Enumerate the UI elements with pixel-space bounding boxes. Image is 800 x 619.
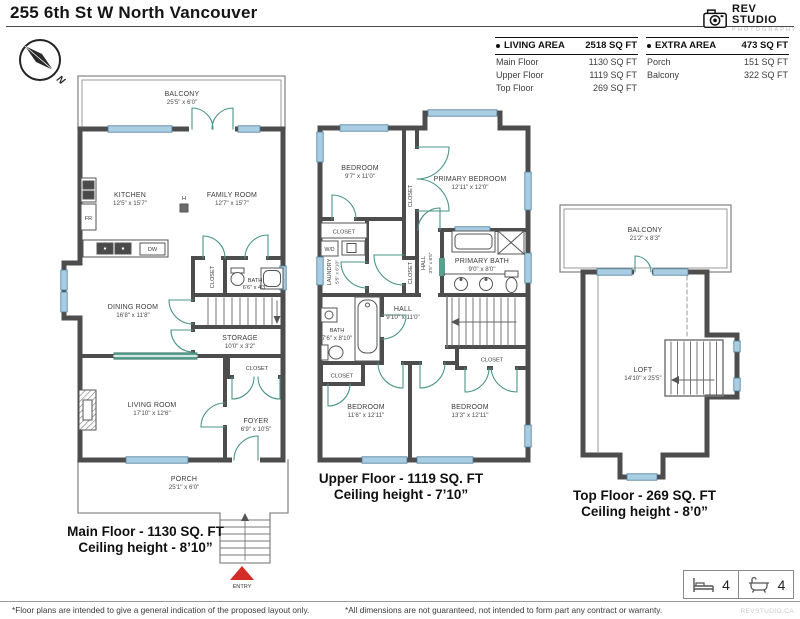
page-title: 255 6th St W North Vancouver: [10, 3, 258, 22]
extra-area-table: [646, 37, 789, 94]
main-foyer-label: FOYER: [243, 418, 269, 425]
compass-icon: [20, 40, 67, 87]
living-area-table: [495, 37, 638, 94]
upper-closet2-label: CLOSET: [408, 261, 414, 285]
upper-bedroom2-label: BEDROOM: [347, 404, 385, 411]
header-divider: [6, 26, 794, 27]
logo-subtitle: PHOTOGRAPHY: [732, 27, 798, 33]
svg-text:25'1" x 6'0": 25'1" x 6'0": [168, 484, 200, 491]
entry-arrow: [230, 566, 254, 580]
svg-text:16'8" x 11'8": 16'8" x 11'8": [116, 312, 150, 319]
upper-bedroom3-label: BEDROOM: [451, 404, 489, 411]
main-dining-label: DINING ROOM: [107, 304, 159, 311]
bathroom-count: 4: [739, 570, 794, 599]
svg-text:17'10" x 12'6": 17'10" x 12'6": [133, 410, 171, 417]
upper-closet-bl-label: CLOSET: [330, 373, 354, 380]
main-closet-label: CLOSET: [210, 265, 216, 289]
pocket-door: [439, 258, 445, 276]
bath-icon: [747, 576, 771, 593]
logo-name: REV STUDIO: [732, 3, 778, 26]
top-loft-label: LOFT: [633, 367, 653, 374]
upper-primary-bath-label: PRIMARY BATH: [454, 258, 510, 265]
compass-n-label: N: [54, 73, 67, 87]
svg-text:21'2" x 8'3": 21'2" x 8'3": [629, 235, 661, 242]
svg-text:10'0" x 3'2": 10'0" x 3'2": [224, 343, 256, 350]
upper-primary-bedroom-label: PRIMARY BEDROOM: [433, 176, 507, 183]
main-balcony-label: BALCONY: [164, 91, 200, 98]
upper-bedroom1-label: BEDROOM: [341, 165, 379, 172]
post: [180, 204, 188, 212]
upper-floor-caption: Upper Floor - 1119 SQ. FT Ceiling height - 7’10”: [318, 471, 484, 502]
post-label: H: [181, 196, 187, 202]
fireplace: [79, 390, 96, 430]
camera-icon: [703, 6, 728, 31]
footer-site: REVSTUDIO.CA: [740, 608, 794, 615]
upper-closet-br-label: CLOSET: [480, 357, 504, 364]
top-balcony-label: BALCONY: [627, 227, 663, 234]
extra-area-total: 473 SQ FT: [741, 40, 788, 51]
table-row: Balcony 322 SQ FT: [647, 69, 788, 80]
main-porch-label: PORCH: [170, 476, 198, 483]
svg-text:12'11" x 12'0": 12'11" x 12'0": [451, 184, 489, 191]
footer-note-right: *All dimensions are not guaranteed, not intended to form part any contract or warranty.: [345, 605, 663, 615]
svg-text:13'3" x 12'11": 13'3" x 12'11": [451, 412, 489, 419]
svg-text:9'7" x 11'0": 9'7" x 11'0": [344, 173, 376, 180]
bullet-icon: [496, 44, 500, 48]
table-row: Main Floor 1130 SQ FT: [496, 56, 637, 67]
extra-area-title: EXTRA AREA: [655, 40, 717, 51]
upper-closet-utility-label: CLOSET: [332, 229, 356, 236]
svg-text:6'6" x 4'3": 6'6" x 4'3": [242, 285, 268, 291]
floor-plan-main: [61, 76, 288, 590]
upper-hall-small-label: HALL: [421, 256, 427, 270]
footer-divider: [0, 601, 800, 602]
bed-bath-summary: [683, 570, 794, 599]
main-storage-label: STORAGE: [222, 335, 258, 342]
dishwasher-label: DW: [147, 247, 158, 253]
fridge-label: FR: [84, 216, 93, 222]
table-row: Upper Floor 1119 SQ FT: [496, 69, 637, 80]
upper-laundry-label: LAUNDRY: [327, 258, 333, 286]
svg-text:25'5" x 6'0": 25'5" x 6'0": [166, 99, 198, 106]
svg-text:12'7" x 15'7": 12'7" x 15'7": [215, 200, 249, 207]
bedroom-count: 4: [683, 570, 739, 599]
main-foyer-closet-label: CLOSET: [245, 366, 269, 372]
main-bath-label: BATH: [247, 278, 263, 284]
main-kitchen-label: KITCHEN: [113, 192, 147, 199]
svg-text:9'10" x 11'0": 9'10" x 11'0": [386, 314, 420, 321]
area-summary: [495, 37, 789, 94]
svg-text:5'5" x 6'10": 5'5" x 6'10": [335, 260, 341, 284]
floor-plan-upper: [317, 110, 531, 463]
wd-label: W/D: [324, 247, 335, 253]
svg-text:14'10" x 25'5": 14'10" x 25'5": [624, 375, 662, 382]
svg-text:9'0" x 8'0": 9'0" x 8'0": [468, 266, 496, 273]
upper-closet-strip-label: CLOSET: [408, 184, 414, 208]
entry-label: ENTRY: [232, 584, 252, 590]
upper-hall-label: HALL: [393, 306, 413, 313]
floor-plan-top: [560, 205, 740, 480]
footer-note-left: *Floor plans are intended to give a general indication of the proposed layout only.: [12, 605, 310, 615]
table-row: Top Floor 269 SQ FT: [496, 82, 637, 93]
svg-text:11'6" x 12'11": 11'6" x 12'11": [347, 412, 385, 419]
svg-text:6'9" x 10'5": 6'9" x 10'5": [240, 426, 272, 433]
living-area-total: 2518 SQ FT: [585, 40, 637, 51]
upper-bath-label: BATH: [329, 328, 345, 334]
rev-studio-logo: [703, 4, 800, 33]
living-area-title: LIVING AREA: [504, 40, 565, 51]
bullet-icon: [647, 44, 651, 48]
main-floor-caption: Main Floor - 1130 SQ. FT Ceiling height - 8’10”: [67, 524, 224, 555]
svg-text:12'5" x 15'7": 12'5" x 15'7": [113, 200, 147, 207]
bed-icon: [692, 577, 715, 593]
main-living-label: LIVING ROOM: [127, 402, 177, 409]
main-family-label: FAMILY ROOM: [206, 192, 258, 199]
svg-text:3'5" x 8'5": 3'5" x 8'5": [429, 252, 434, 274]
top-floor-caption: Top Floor - 269 SQ. FT Ceiling height - 8’0”: [572, 488, 716, 519]
svg-text:7'6" x 8'10": 7'6" x 8'10": [321, 335, 353, 342]
table-row: Porch 151 SQ FT: [647, 56, 788, 67]
